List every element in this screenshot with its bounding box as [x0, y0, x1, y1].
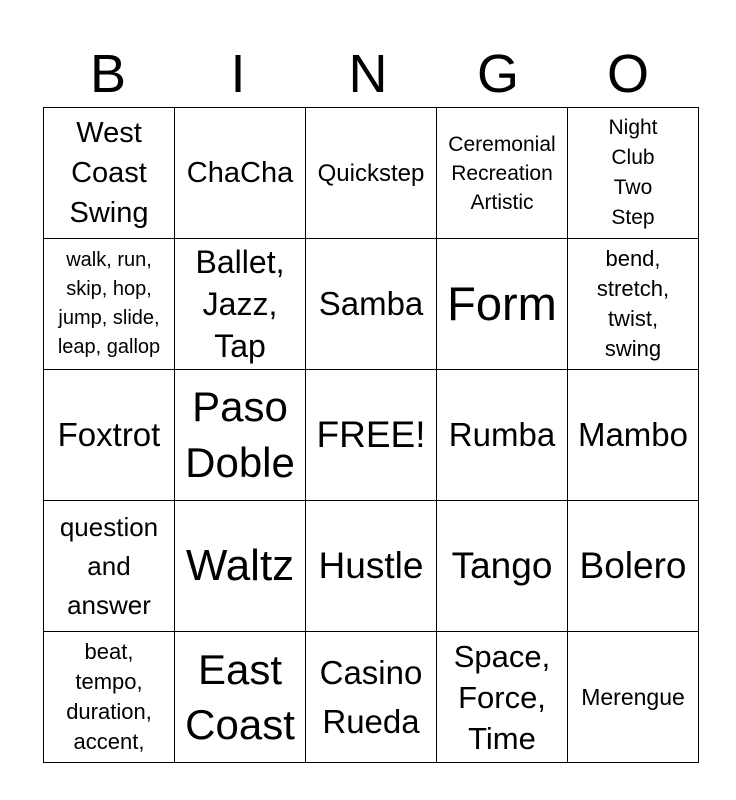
bingo-cell-r2-c2[interactable]	[175, 239, 306, 370]
cell-text: East Coast	[185, 646, 295, 748]
bingo-cell-r1-c3[interactable]	[306, 108, 437, 239]
bingo-cell-r5-c5[interactable]	[568, 632, 699, 763]
bingo-cell-r5-c1[interactable]	[44, 632, 175, 763]
header-letter-n: N	[348, 44, 388, 104]
bingo-cell-r3-c4[interactable]	[437, 370, 568, 501]
bingo-cell-r1-c4[interactable]	[437, 108, 568, 239]
bingo-cell-r1-c1[interactable]	[44, 108, 175, 239]
cell-text: Space, Force, Time	[453, 638, 551, 756]
bingo-cell-r2-c5[interactable]	[568, 239, 699, 370]
header-letter-g: G	[476, 44, 519, 104]
cell-text: Rumba	[448, 416, 556, 453]
bingo-row-2	[44, 239, 699, 370]
bingo-row-4	[44, 501, 699, 632]
header-letter-b: B	[89, 44, 127, 104]
bingo-cell-r3-c1[interactable]	[44, 370, 175, 501]
header-letter-o: O	[606, 44, 649, 104]
bingo-cell-r2-c4[interactable]	[437, 239, 568, 370]
bingo-card-grid	[43, 107, 699, 763]
cell-text: Samba	[318, 285, 424, 322]
cell-text: question and answer	[59, 511, 159, 620]
bingo-cell-r3-c2[interactable]	[175, 370, 306, 501]
bingo-row-3	[44, 370, 699, 501]
bingo-cell-r5-c4[interactable]	[437, 632, 568, 763]
bingo-cell-r3-c3[interactable]	[306, 370, 437, 501]
cell-text: West Coast Swing	[69, 117, 149, 229]
bingo-row-5	[44, 632, 699, 763]
cell-text: Merengue	[581, 683, 685, 710]
bingo-cell-r4-c4[interactable]	[437, 501, 568, 632]
cell-text: Waltz	[185, 541, 295, 590]
cell-text: FREE!	[316, 414, 426, 455]
cell-text: Bolero	[579, 545, 687, 586]
cell-text: Hustle	[318, 545, 424, 586]
cell-text: beat, tempo, duration, accent,	[66, 639, 152, 754]
bingo-cell-r2-c3[interactable]	[306, 239, 437, 370]
bingo-cell-r3-c5[interactable]	[568, 370, 699, 501]
bingo-cell-r2-c1[interactable]	[44, 239, 175, 370]
cell-text: bend, stretch, twist, swing	[596, 246, 670, 361]
cell-text: Ballet, Jazz, Tap	[195, 244, 285, 364]
cell-text: Mambo	[577, 416, 689, 453]
cell-text: Casino Rueda	[319, 654, 423, 740]
cell-text: Quickstep	[317, 159, 425, 187]
cell-text: Paso Doble	[185, 383, 295, 486]
bingo-cell-r1-c2[interactable]	[175, 108, 306, 239]
cell-text: Form	[447, 277, 557, 330]
cell-text: walk, run, skip, hop, jump, slide, leap, gallop	[57, 249, 161, 358]
bingo-row-1	[44, 108, 699, 239]
bingo-header	[43, 40, 693, 108]
bingo-cell-r1-c5[interactable]	[568, 108, 699, 239]
cell-text: Ceremonial Recreation Artistic	[448, 132, 556, 214]
cell-text: ChaCha	[186, 157, 294, 189]
bingo-cell-r4-c3[interactable]	[306, 501, 437, 632]
cell-text: Tango	[451, 545, 553, 586]
header-letter-i: I	[230, 44, 246, 104]
cell-text: Night Club Two Step	[608, 116, 658, 229]
bingo-cell-r4-c1[interactable]	[44, 501, 175, 632]
bingo-cell-r4-c5[interactable]	[568, 501, 699, 632]
cell-text: Foxtrot	[57, 416, 161, 453]
bingo-cell-r5-c2[interactable]	[175, 632, 306, 763]
bingo-cell-r4-c2[interactable]	[175, 501, 306, 632]
bingo-cell-r5-c3[interactable]	[306, 632, 437, 763]
